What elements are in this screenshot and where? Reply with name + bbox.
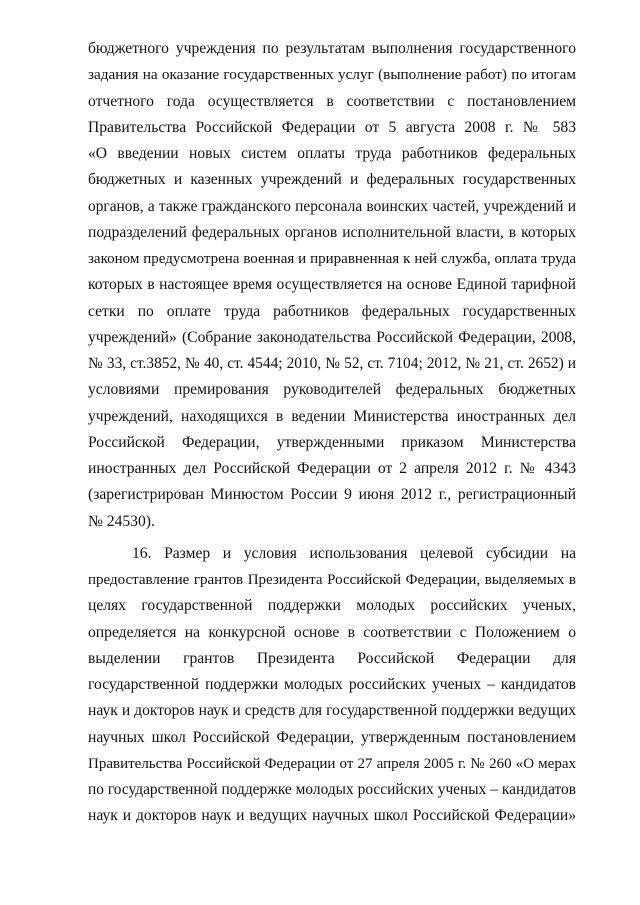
- text-line: отчетного года осуществляется в соответствии с постановлением: [88, 92, 576, 110]
- text-line: государственной поддержки молодых российских ученых – кандидатов: [88, 676, 576, 693]
- text-line: органов, а также гражданского персонала воинских частей, учреждений и: [88, 197, 576, 215]
- paragraph-16: [88, 541, 576, 830]
- text-line: Российской Федерации, утвержденными приказом Министерства: [88, 433, 576, 451]
- text-line: по государственной поддержке молодых российских ученых – кандидатов: [88, 781, 576, 798]
- text-line: наук и докторов наук и средств для государственной поддержки ведущих: [88, 702, 576, 720]
- text-line: условиями премирования руководителей федеральных бюджетных: [88, 381, 576, 399]
- text-line: сетки по оплате труда работников федеральных государственных: [88, 302, 576, 320]
- text-line: задания на оказание государственных услуг (выполнение работ) по итогам: [88, 66, 576, 84]
- text-line: научных школ Российской Федерации, утвержденным постановлением: [88, 728, 576, 746]
- text-line: (зарегистрирован Минюстом России 9 июня 2012 г., регистрационный: [88, 486, 576, 504]
- text-line: наук и докторов наук и ведущих научных школ Российской Федерации»: [88, 807, 576, 825]
- text-line: № 24530).: [88, 512, 155, 530]
- text-line: учреждений» (Собрание законодательства Российской Федерации, 2008,: [88, 328, 576, 346]
- text-line: бюджетного учреждения по результатам выполнения государственного: [88, 40, 576, 57]
- text-line: иностранных дел Российской Федерации от 2 апреля 2012 г. № 4343: [88, 460, 576, 477]
- text-line: предоставление грантов Президента Российской Федерации, выделяемых в: [88, 572, 576, 588]
- text-line: № 33, ст.3852, № 40, ст. 4544; 2010, № 52, ст. 7104; 2012, № 21, ст. 2652) и: [88, 355, 576, 372]
- text-line: бюджетных и казенных учреждений и федеральных государственных: [88, 171, 576, 189]
- paragraph-continued: [88, 36, 576, 535]
- text-line: целях государственной поддержки молодых российских ученых,: [88, 597, 576, 615]
- text-line: Правительства Российской Федерации от 5 августа 2008 г. № 583: [88, 118, 576, 136]
- text-line: Правительства Российской Федерации от 27 апреля 2005 г. № 260 «О мерах: [88, 755, 576, 772]
- text-line: которых в настоящее время осуществляется на основе Единой тарифной: [88, 276, 576, 294]
- text-line: подразделений федеральных органов исполнительной власти, в которых: [88, 223, 576, 241]
- text-line: определяется на конкурсной основе в соответствии с Положением о: [88, 623, 576, 641]
- text-line: 16. Размер и условия использования целевой субсидии на: [132, 544, 576, 562]
- text-line: выделении грантов Президента Российской Федерации для: [88, 649, 576, 667]
- text-line: законом предусмотрена военная и приравненная к ней служба, оплата труда: [88, 251, 576, 267]
- document-body: [88, 36, 576, 830]
- text-line: учреждений, находящихся в ведении Министерства иностранных дел: [88, 407, 576, 425]
- text-line: «О введении новых систем оплаты труда работников федеральных: [88, 145, 576, 162]
